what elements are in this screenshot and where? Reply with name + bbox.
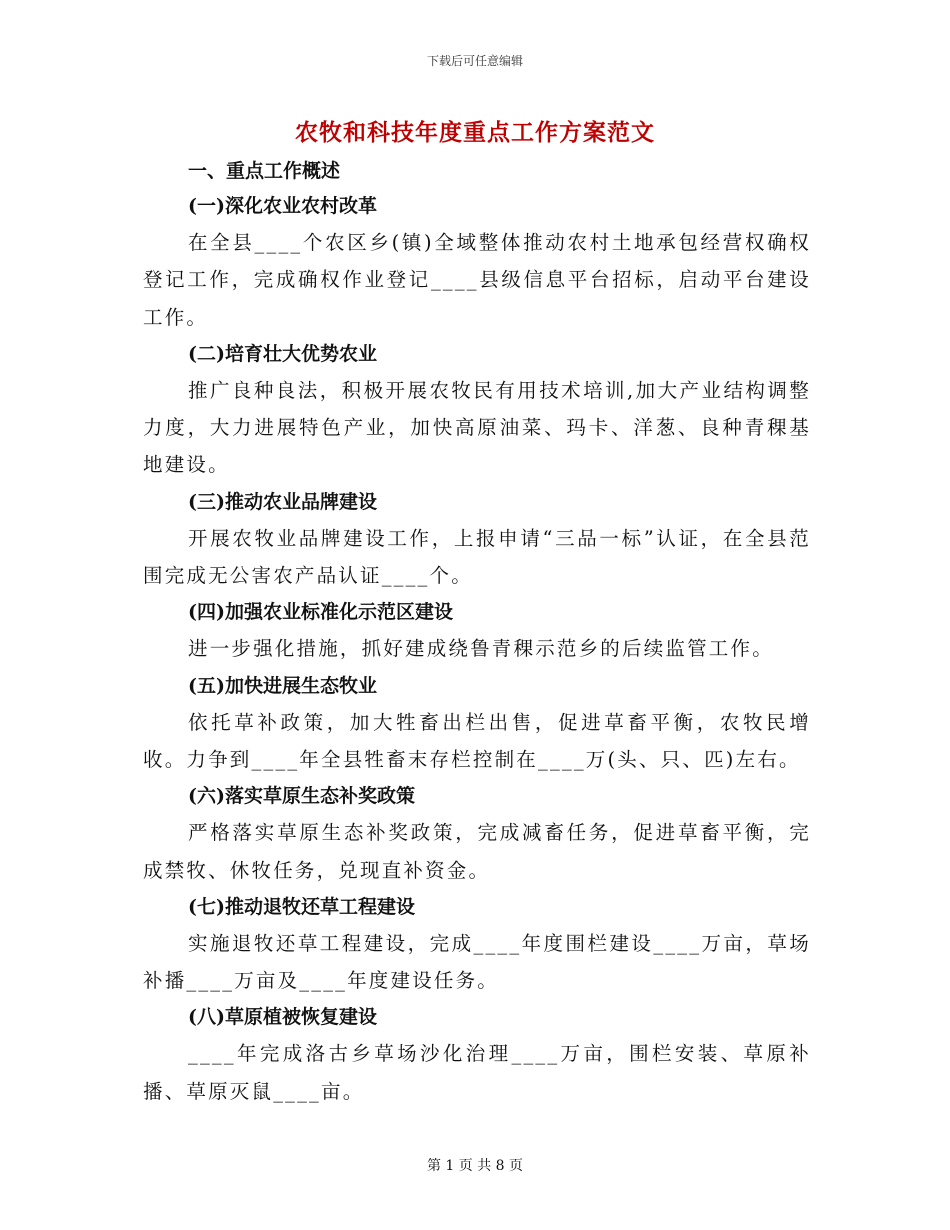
item-paragraph-6: 严格落实草原生态补奖政策，完成减畜任务，促进草畜平衡，完成禁牧、休牧任务，兑现直补资金。 [143,821,811,882]
item-heading-4: (四)加强农业标准化示范区建设 [188,601,453,624]
header-note: 下载后可任意编辑 [426,54,523,68]
item-heading-8: (八)草原植被恢复建设 [188,1006,377,1029]
item-heading-1: (一)深化农业农村改革 [188,195,377,217]
item-paragraph-5: 依托草补政策，加大牲畜出栏出售，促进草畜平衡，农牧民增收。力争到____年全县牲畜末存栏控制在____万(头、只、匹)左右。 [143,710,811,771]
item-paragraph-2: 推广良种良法，积极开展农牧民有用技术培训,加大产业结构调整力度，大力进展特色产业，加快高原油菜、玛卡、洋葱、良种青稞基地建设。 [143,378,811,477]
page-number: 第 1 页 共 8 页 [426,1158,524,1174]
item-paragraph-1: 在全县____个农区乡(镇)全域整体推动农村土地承包经营权确权登记工作，完成确权作业登记____县级信息平台招标，启动平台建设工作。 [143,231,811,329]
item-paragraph-7: 实施退牧还草工程建设，完成____年度围栏建设____万亩，草场补播____万亩及____年度建设任务。 [143,931,811,993]
item-heading-5: (五)加快进展生态牧业 [188,674,377,697]
item-paragraph-4: 进一步强化措施，抓好建成绕鲁青稞示范乡的后续监管工作。 [188,637,774,661]
item-paragraph-8: ____年完成洛古乡草场沙化治理____万亩，围栏安装、草原补播、草原灭鼠____亩。 [143,1042,811,1103]
item-heading-3: (三)推动农业品牌建设 [188,490,377,513]
item-heading-7: (七)推动退牧还草工程建设 [188,895,415,918]
item-heading-6: (六)落实草原生态补奖政策 [188,785,415,808]
document-body [143,155,811,1110]
item-paragraph-3: 开展农牧业品牌建设工作，上报申请“三品一标”认证，在全县范围完成无公害农产品认证____个。 [143,526,811,588]
document-title: 农牧和科技年度重点工作方案范文 [295,119,655,146]
section-heading: 一、重点工作概述 [188,160,341,182]
item-heading-2: (二)培育壮大优势农业 [188,342,377,365]
